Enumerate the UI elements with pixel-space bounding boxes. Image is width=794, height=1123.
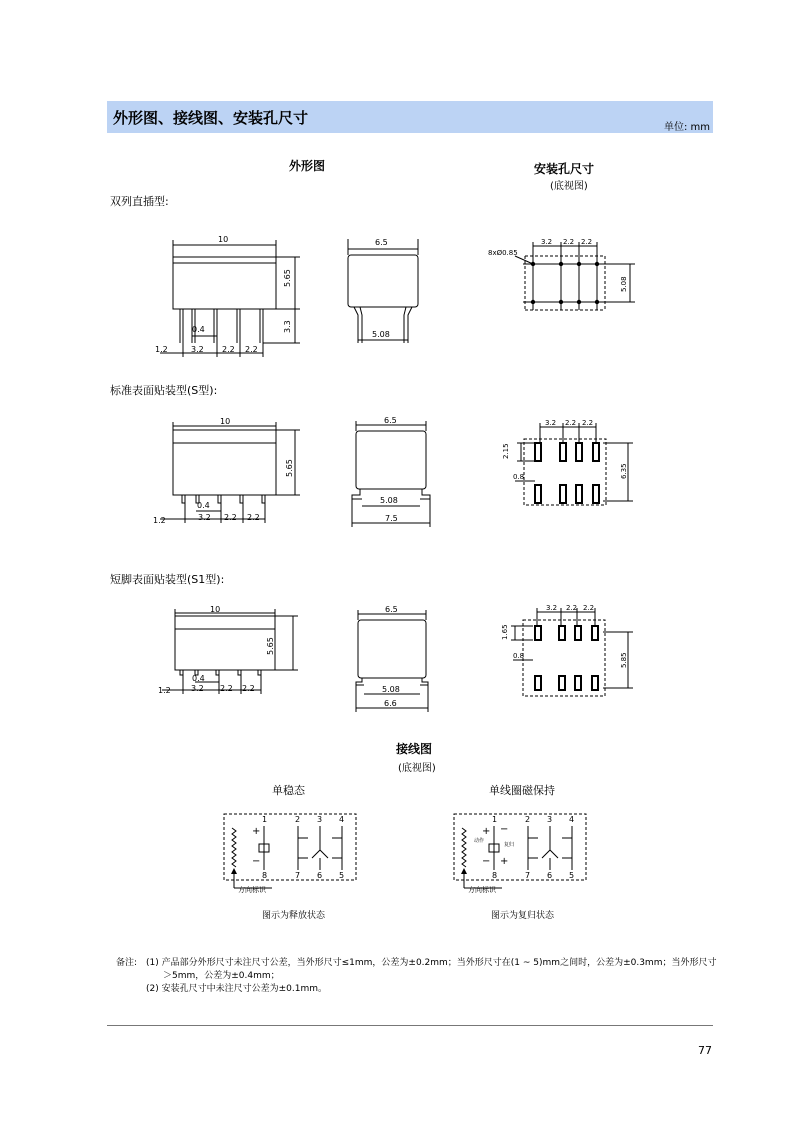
wiring-subtitle: (底视图) [398,763,436,774]
pin-3: 3 [547,815,553,824]
dim-5.65: 5.65 [285,459,294,477]
dim-5.08: 5.08 [372,330,390,339]
dim-2.2b: 2.2 [583,604,595,612]
dim-10: 10 [218,235,229,244]
pin-1: 1 [492,815,498,824]
dim-2.15: 2.15 [502,443,510,459]
plus-sign-right: + [500,856,509,867]
footer-divider [107,1025,713,1026]
dim-2.2a: 2.2 [222,345,235,354]
pin-2: 2 [295,815,301,824]
left-caption: 图示为释放状态 [262,911,326,921]
dim-3.2: 3.2 [198,513,211,522]
dim-6.5: 6.5 [375,238,388,247]
plus-sign: + [482,826,491,837]
note-2: (2) 安装孔尺寸中未注尺寸公差为±0.1mm。 [146,984,327,994]
pin-7: 7 [525,871,531,880]
note-1-cont: ＞5mm，公差为±0.4mm； [163,971,280,981]
dim-1.2: 1.2 [155,345,168,354]
dim-2.2b: 2.2 [247,513,260,522]
dim-0.4: 0.4 [192,325,205,334]
pin-3: 3 [317,815,323,824]
act-label: 动作 [474,838,485,844]
wiring-latching-diagram [452,810,592,896]
dim-5.08: 5.08 [380,496,398,505]
dim-2.2b: 2.2 [582,419,594,427]
dim-3.3: 3.3 [283,320,292,333]
dim-5.65: 5.65 [266,637,275,655]
type-s1-label: 短脚表面贴装型(S1型): [110,573,225,586]
right-caption: 图示为复归状态 [491,911,555,921]
pin-4: 4 [339,815,345,824]
pin-5: 5 [339,871,345,880]
dim-2.2b: 2.2 [242,684,255,693]
dim-3.2: 3.2 [545,419,557,427]
dim-2.2b: 2.2 [581,238,593,246]
dim-2.2a: 2.2 [224,513,237,522]
dim-0.8: 0.8 [513,652,525,660]
dim-6.5: 6.5 [384,416,397,425]
dim-6.5: 6.5 [385,605,398,614]
type-s-label: 标准表面贴装型(S型): [110,384,218,397]
dip-hole-drawing [485,230,645,320]
mounting-title: 安装孔尺寸 [534,162,595,176]
reset-label: 复归 [504,842,515,848]
dim-5.85: 5.85 [620,652,628,668]
pin-5: 5 [569,871,575,880]
dim-1.2: 1.2 [153,516,166,525]
pin-8: 8 [492,871,498,880]
page-number: 77 [698,1044,712,1057]
dim-10: 10 [210,605,221,614]
dim-3.2: 3.2 [191,345,204,354]
s1-side-drawing [340,602,440,717]
pin-1: 1 [262,815,268,824]
dim-2.2a: 2.2 [220,684,233,693]
dim-0.4: 0.4 [192,674,205,683]
direction-mark: 方向标识 [468,886,496,894]
mounting-subtitle: (底视图) [550,181,588,192]
s-front-drawing [140,413,330,528]
pin-2: 2 [525,815,531,824]
minus-sign: − [482,856,491,867]
dim-10: 10 [220,417,231,426]
dim-2.2b: 2.2 [245,345,258,354]
pin-6: 6 [317,871,323,880]
dip-front-drawing [140,225,330,365]
dim-1.65: 1.65 [501,624,509,640]
dim-1.2: 1.2 [158,686,171,695]
outline-title: 外形图 [289,159,326,173]
wiring-left-title: 单稳态 [272,784,305,797]
dim-5.08: 5.08 [382,685,400,694]
s1-pad-drawing [495,602,645,702]
type-dip-label: 双列直插型: [110,195,169,208]
pin-8: 8 [262,871,268,880]
s-side-drawing [340,413,440,533]
dim-0.8: 0.8 [513,473,525,481]
wiring-right-title: 单线圈磁保持 [489,784,555,797]
dim-3.2: 3.2 [191,684,204,693]
notes-label: 备注: [116,958,138,968]
dim-7.5: 7.5 [385,514,398,523]
dip-side-drawing [340,225,430,350]
dim-2.2a: 2.2 [566,604,578,612]
direction-mark: 方向标识 [238,886,266,894]
minus-sign-right: − [500,824,509,835]
dim-2.2a: 2.2 [565,419,577,427]
dim-3.2: 3.2 [546,604,558,612]
dim-5.65: 5.65 [283,269,292,287]
wiring-monostable-diagram [222,810,362,896]
pin-4: 4 [569,815,575,824]
note-1: (1) 产品部分外形尺寸未注尺寸公差，当外形尺寸≤1mm，公差为±0.2mm；当外形尺寸在(1 ~ 5)mm之间时，公差为±0.3mm；当外形尺寸 [146,958,717,968]
dim-hole: 8xØ0.85 [488,249,518,257]
minus-sign: − [252,856,261,867]
dim-6.35: 6.35 [620,463,628,479]
unit-label: 单位: mm [664,122,711,133]
dim-6.6: 6.6 [384,699,397,708]
page-title: 外形图、接线图、安装孔尺寸 [113,109,309,127]
dim-0.4: 0.4 [197,501,210,510]
pin-7: 7 [295,871,301,880]
s1-front-drawing [140,602,330,702]
plus-sign: + [252,826,261,837]
dim-5.08: 5.08 [620,276,628,292]
s-pad-drawing [495,413,645,518]
dim-3.2: 3.2 [541,238,553,246]
wiring-title: 接线图 [396,742,433,756]
pin-6: 6 [547,871,553,880]
dim-2.2a: 2.2 [563,238,575,246]
